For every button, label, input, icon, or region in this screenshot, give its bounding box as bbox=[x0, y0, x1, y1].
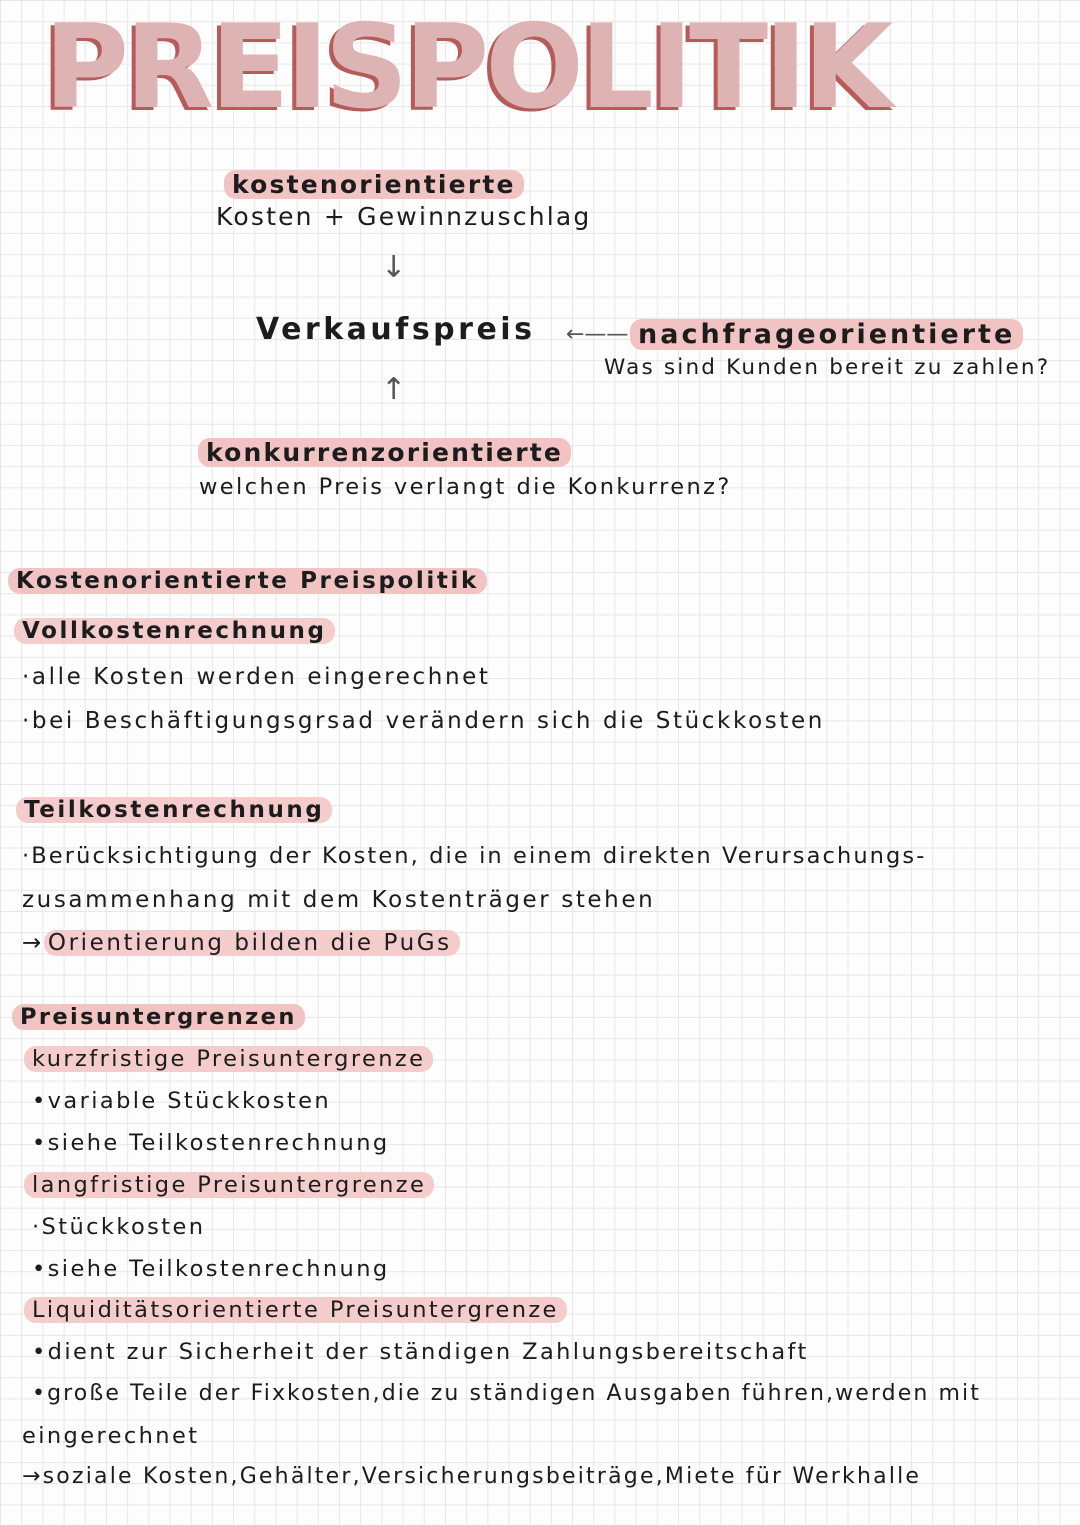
partial-cost-conclusion: → Orientierung bilden die PuGs bbox=[22, 930, 460, 956]
cost-formula: Kosten + Gewinnzuschlag bbox=[216, 202, 592, 231]
list-item: ·Stückkosten bbox=[32, 1214, 206, 1240]
cost-oriented-label: kostenorientierte bbox=[224, 170, 524, 199]
list-item: •siehe Teilkostenrechnung bbox=[32, 1130, 390, 1156]
arrow-right-icon: → bbox=[22, 930, 44, 956]
partial-cost-line2: zusammenhang mit dem Kostenträger stehen bbox=[22, 887, 656, 913]
long-term-heading: langfristige Preisuntergrenze bbox=[24, 1172, 434, 1198]
arrow-down-icon: ↓ bbox=[381, 250, 407, 285]
competition-question: welchen Preis verlangt die Konkurrenz? bbox=[199, 474, 732, 500]
section-heading: Kostenorientierte Preispolitik bbox=[8, 568, 487, 594]
demand-question: Was sind Kunden bereit zu zahlen? bbox=[604, 355, 1051, 380]
page-title: PREISPOLITIK bbox=[44, 0, 890, 135]
arrow-left-icon: ←—— bbox=[566, 322, 629, 347]
list-item: ·bei Beschäftigungsgrsad verändern sich die Stückkosten bbox=[22, 708, 825, 734]
partial-cost-line1: ·Berücksichtigung der Kosten, die in einem direkten Verursachungs- bbox=[22, 843, 927, 869]
price-floors-heading: Preisuntergrenzen bbox=[12, 1004, 305, 1030]
competition-oriented-label: konkurrenzorientierte bbox=[198, 438, 571, 467]
short-term-heading: kurzfristige Preisuntergrenze bbox=[24, 1046, 433, 1072]
center-selling-price: Verkaufspreis bbox=[256, 312, 536, 347]
liquidity-heading: Liquiditätsorientierte Preisuntergrenze bbox=[24, 1297, 567, 1323]
list-item: •siehe Teilkostenrechnung bbox=[32, 1256, 390, 1282]
full-cost-heading: Vollkostenrechnung bbox=[14, 618, 335, 644]
list-item: ·alle Kosten werden eingerechnet bbox=[22, 664, 491, 690]
arrow-up-icon: ↑ bbox=[381, 372, 407, 407]
liquidity-line4: →soziale Kosten,Gehälter,Versicherungsbeiträge,Miete für Werkhalle bbox=[22, 1464, 922, 1489]
liquidity-line1: •dient zur Sicherheit der ständigen Zahlungsbereitschaft bbox=[32, 1339, 809, 1365]
liquidity-line3: eingerechnet bbox=[22, 1423, 200, 1449]
demand-oriented-label: nachfrageorientierte bbox=[630, 319, 1023, 350]
partial-cost-heading: Teilkostenrechnung bbox=[16, 797, 332, 823]
list-item: •variable Stückkosten bbox=[32, 1088, 331, 1114]
liquidity-line2: •große Teile der Fixkosten,die zu ständigen Ausgaben führen,werden mit bbox=[32, 1381, 981, 1406]
